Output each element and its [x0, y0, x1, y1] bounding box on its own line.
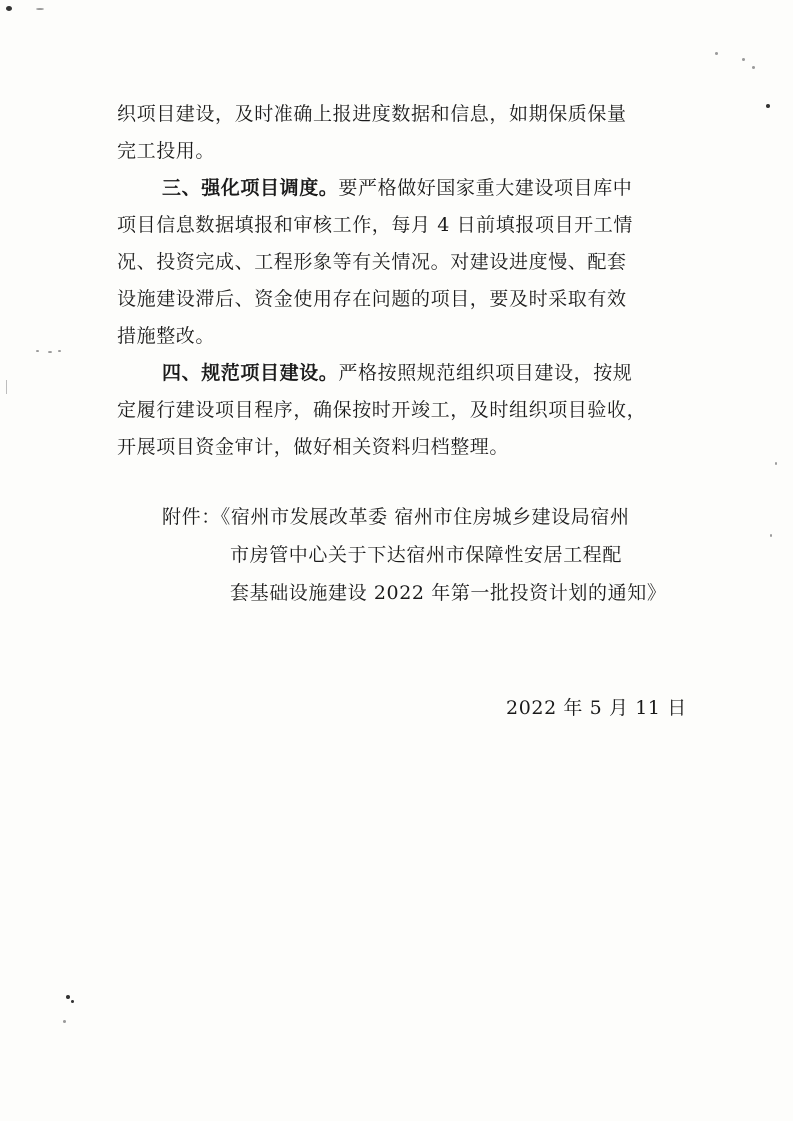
scan-speck	[752, 66, 755, 69]
scan-speck	[63, 1020, 66, 1023]
body-line: 定履行建设项目程序，确保按时开竣工，及时组织项目验收，	[117, 399, 647, 421]
scan-speck	[742, 58, 745, 61]
scan-speck	[36, 8, 44, 10]
body-line: 项目信息数据填报和审核工作，每月 4 日前填报项目开工情	[117, 214, 633, 236]
scan-speck	[48, 351, 52, 353]
scan-speck	[775, 462, 777, 465]
body-line: 开展项目资金审计，做好相关资料归档整理。	[117, 436, 510, 458]
body-line: 况、投资完成、工程形象等有关情况。对建设进度慢、配套	[117, 251, 627, 273]
section-three-text: 要严格做好国家重大建设项目库中	[338, 177, 633, 199]
scan-speck	[6, 6, 12, 11]
scan-speck	[766, 104, 770, 108]
body-line: 措施整改。	[117, 325, 216, 347]
document-date: 2022 年 5 月 11 日	[506, 697, 687, 719]
body-line: 完工投用。	[117, 140, 216, 162]
scan-speck	[71, 1000, 74, 1003]
section-four-heading: 四、规范项目建设。	[162, 362, 339, 384]
scan-speck	[36, 350, 39, 352]
scan-speck	[58, 350, 61, 352]
scan-line	[6, 380, 7, 394]
section-three-line	[162, 179, 632, 198]
scan-speck	[715, 52, 718, 55]
scan-speck	[66, 995, 70, 999]
body-line: 设施建设滞后、资金使用存在问题的项目，要及时采取有效	[117, 288, 627, 310]
attachment-line: 套基础设施建设 2022 年第一批投资计划的通知》	[230, 582, 667, 604]
section-three-heading: 三、强化项目调度。	[162, 177, 339, 199]
section-four-line	[162, 364, 632, 383]
attachment-line: 市房管中心关于下达宿州市保障性安居工程配	[230, 544, 623, 566]
scan-speck	[770, 534, 772, 537]
body-line: 织项目建设，及时准确上报进度数据和信息，如期保质保量	[117, 103, 627, 125]
attachment-line: 附件：《宿州市发展改革委 宿州市住房城乡建设局宿州	[162, 506, 630, 528]
section-four-text: 严格按照规范组织项目建设，按规	[338, 362, 633, 384]
